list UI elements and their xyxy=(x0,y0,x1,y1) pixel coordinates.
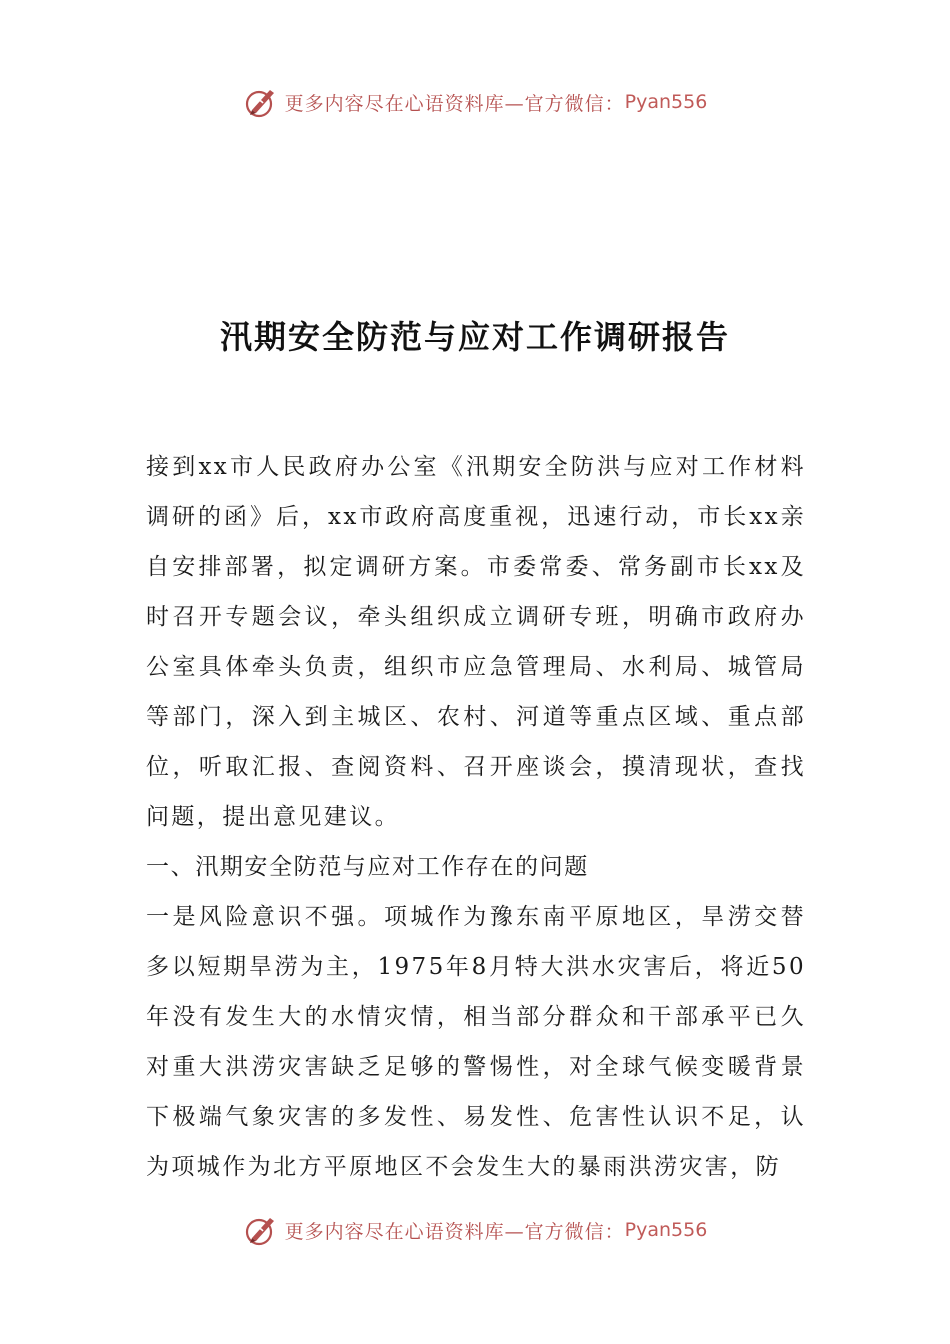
intro-paragraph: 接到xx市人民政府办公室《汛期安全防洪与应对工作材料调研的函》后，xx市政府高度重视，迅速行动，市长xx亲自安排部署，拟定调研方案。市委常委、常务副市长xx及时召开专题会议，牵头组织成立调研专班，明确市政府办公室具体牵头负责，组织市应急管理局、水利局、城管局等部门，深入到主城区、农村、河道等重点区域、重点部位，听取汇报、查阅资料、召开座谈会，摸清现状，查找问题，提出意见建议。 xyxy=(146,454,806,830)
wechat-id: Pyan556 xyxy=(624,1219,708,1241)
document-title: 汛期安全防范与应对工作调研报告 xyxy=(219,318,730,356)
header-banner xyxy=(0,82,950,122)
document-body xyxy=(146,442,806,1192)
banner-text: 更多内容尽在心语资料库—官方微信： xyxy=(284,92,625,115)
banner-text: 更多内容尽在心语资料库—官方微信： xyxy=(284,1220,625,1243)
wechat-id: Pyan556 xyxy=(624,91,708,113)
pen-seal-logo-icon xyxy=(243,1212,279,1248)
pen-seal-logo-icon xyxy=(243,84,279,120)
footer-banner xyxy=(0,1210,950,1250)
section-paragraph: 一是风险意识不强。项城作为豫东南平原地区，旱涝交替多以短期旱涝为主，1975年8月特大洪水灾害后，将近50年没有发生大的水情灾情，相当部分群众和干部承平已久对重大洪涝灾害缺乏足够的警惕性，对全球气候变暖背景下极端气象灾害的多发性、易发性、危害性认识不足，认为项城作为北方平原地区不会发生大的暴雨洪涝灾害，防 xyxy=(146,904,806,1180)
section-heading: 一、汛期安全防范与应对工作存在的问题 xyxy=(146,854,589,880)
